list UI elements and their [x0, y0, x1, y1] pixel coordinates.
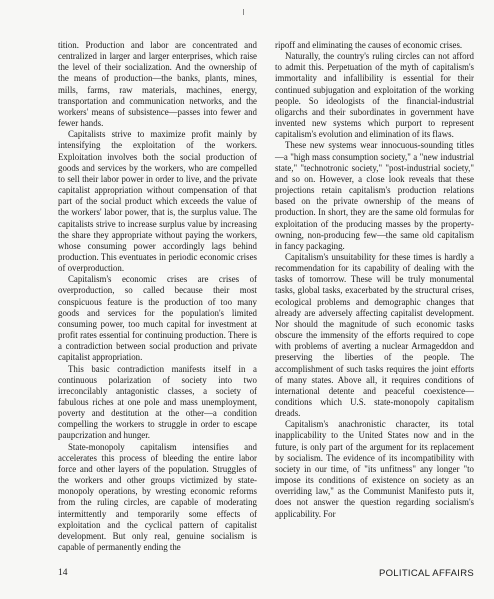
paragraph: Capitalists strive to maximize profit mainly by intensifying the exploitation of the workers. Exploitation involves both the social production of goods and services by the workers, who are compelled to sell their labor power in order to live, and the private capitalist appropriation without compensation of that part of the social product which exceeds the value of the workers' labor power, that is, the surplus value. The capitalists strive to increase surplus value by increasing the share they appropriate without paying the workers, whose consuming power accordingly lags behind production. This eventuates in periodic economic crises of overproduction. — [58, 129, 257, 274]
paragraph: tition. Production and labor are concentrated and centralized in larger and larger enterprises, which raise the level of their socialization. And the ownership of the means of production—the banks, plants, mines, mills, farms, raw materials, machines, energy, transportation and communication networks, and the workers' means of subsistence—passes into fewer and fewer hands. — [58, 40, 257, 129]
left-column — [58, 40, 257, 553]
page-number: 14 — [58, 568, 68, 578]
publication-title: POLITICAL AFFAIRS — [378, 568, 474, 579]
paragraph: State-monopoly capitalism intensifies and accelerates this process of bleeding the entire labor force and other layers of the population. Struggles of the workers and other groups victimized by state-monopoly operations, by wresting economic reforms from the ruling circles, are capable of moderating intermittently and temporarily some effects of exploitation and the cyclical pattern of capitalist development. But only real, genuine socialism is capable of permanently ending the — [58, 441, 257, 553]
paragraph: Naturally, the country's ruling circles can not afford to admit this. Perpetuation of the myth of capitalism's immortality and infallibility is essential for their continued subjugation and exploitation of the working people. So ideologists of the financial-industrial oligarchs and their subordinates in government have invented new systems which purport to represent capitalism's evolution and elimination of its flaws. — [275, 51, 474, 140]
paragraph: Capitalism's unsuitability for these times is hardly a recommendation for its capability of dealing with the tasks of tomorrow. These will be truly monumental tasks, global tasks, exacerbated by the structural crises, ecological problems and demographic changes that already are adversely affecting capitalist development. Nor should the magnitude of such economic tasks obscure the immensity of the efforts required to cope with problems of averting a nuclear Armageddon and preserving the liberties of the people. The accomplishment of such tasks requires the joint efforts of many states. Above all, it requires conditions of international detente and peaceful coexistence—conditions which U.S. state-monopoly capitalism dreads. — [275, 251, 474, 419]
paragraph: This basic contradiction manifests itself in a continuous polarization of society into two irreconcilably antagonistic classes, a society of fabulous riches at one pole and mass unemployment, poverty and destitution at the other—a condition compelling the workers to struggle in order to escape paupcrization and hunger. — [58, 363, 257, 441]
scan-mark — [243, 9, 244, 15]
paragraph: ripoff and eliminating the causes of economic crises. — [275, 40, 463, 50]
paragraph: Capitalism's economic crises are crises of overproduction, so called because their most conspicuous feature is the production of too many goods and services for the population's limited consuming power, too much capital for investment at profit rates essential for continuing production. There is a contradiction between social production and private capitalist appropriation. — [58, 274, 257, 363]
paragraph: Capitalism's anachronistic character, its total inapplicability to the United States now and in the future, is only part of the argument for its replacement by socialism. The evidence of its incompatibility with society in our time, of "its unfitness" any longer "to impose its conditions of existence on society as an overriding law," as the Communist Manifesto puts it, does not answer the question regarding socialism's applicability. For — [275, 419, 474, 519]
right-column — [275, 40, 474, 520]
page-footer — [58, 568, 474, 580]
paragraph: These new systems wear innocuous-sounding titles—a "high mass consumption society," a "new industrial state," "technotronic society," "post-industrial society," and so on. However, a close look reveals that these projections retain capitalism's production relations based on the private ownership of the means of production. In short, they are the same old formulas for exploitation of the producing masses by the property-owning, non-producing few—the same old capitalism in fancy packaging. — [275, 140, 474, 251]
